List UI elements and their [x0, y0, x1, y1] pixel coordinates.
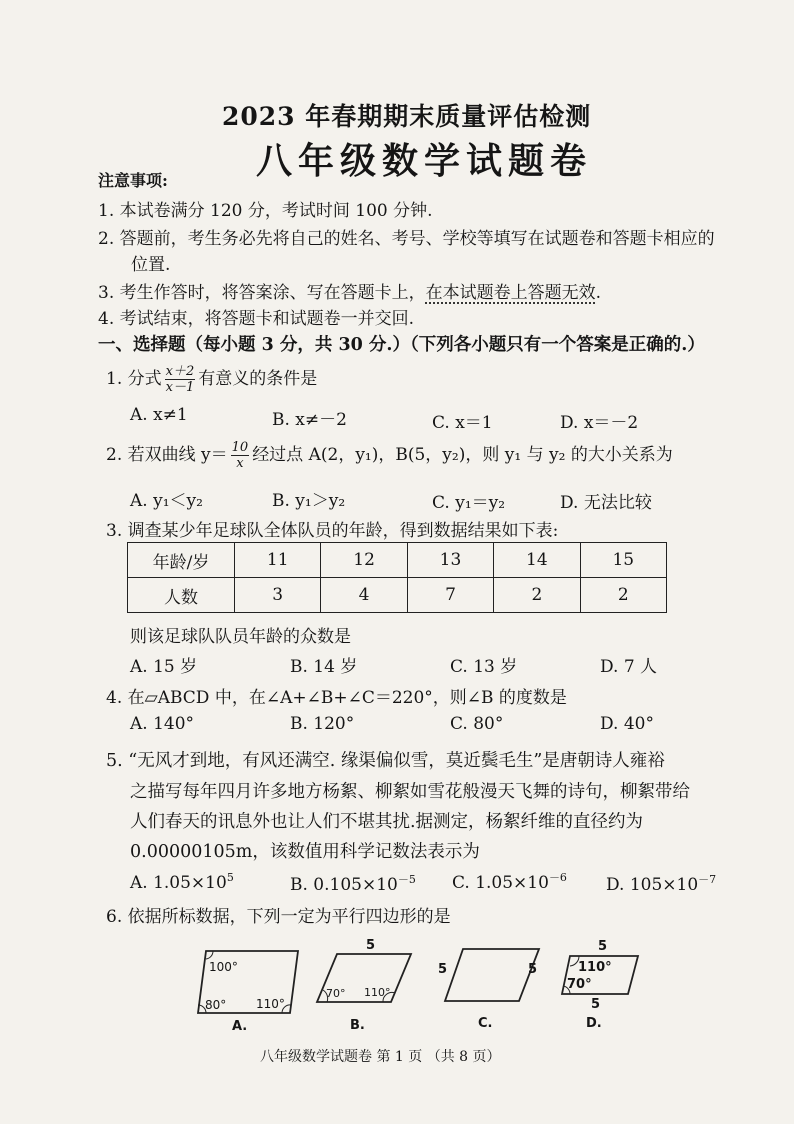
q4-option-c: C. 80°	[450, 714, 504, 734]
q6-stem: 6. 依据所标数据，下列一定为平行四边形的是	[106, 907, 451, 927]
q2-option-d: D. 无法比较	[560, 493, 652, 513]
q2-denominator: x	[236, 456, 244, 471]
notice-heading: 注意事项:	[98, 171, 168, 190]
q3-option-c: C. 13 岁	[450, 657, 518, 677]
table-cell: 11	[235, 543, 321, 578]
q1-option-a: A. x≠1	[130, 405, 188, 425]
q2-prefix: 2. 若双曲线 y＝	[106, 445, 228, 465]
q1-denominator: x－1	[165, 380, 195, 395]
figure-d-angle-1: 110°	[578, 960, 612, 975]
q5-option-a-exp: 5	[226, 871, 234, 884]
q2-suffix: 经过点 A(2，y₁)，B(5，y₂)，则 y₁ 与 y₂ 的大小关系为	[252, 445, 673, 465]
q1-stem	[106, 364, 317, 395]
figure-d-angle-2: 70°	[567, 977, 592, 992]
exam-title-line2: 八年级数学试题卷	[256, 140, 593, 182]
table-row	[128, 543, 667, 578]
q5-option-b-exp: －5	[397, 873, 416, 886]
q2-fraction	[231, 440, 250, 471]
q3-question: 则该足球队队员年龄的众数是	[130, 627, 351, 647]
notice-item-3	[98, 278, 601, 303]
figure-c-right-length: 5	[528, 962, 538, 977]
table-header-age: 年龄/岁	[128, 543, 235, 578]
q5-line-3: 人们春天的讯息外也让人们不堪其扰.据测定，杨絮纤维的直径约为	[130, 812, 644, 832]
figure-d-bottom-length: 5	[591, 997, 601, 1012]
table-cell: 2	[494, 578, 580, 613]
figure-b-angle-2: 110°	[364, 986, 391, 999]
table-cell: 14	[494, 543, 580, 578]
q5-line-1: 5. “无风才到地，有风还满空. 缘渠偏似雪，莫近鬓毛生”是唐朝诗人雍裕	[106, 751, 665, 771]
table-cell: 3	[235, 578, 321, 613]
notice-item-2: 2. 答题前，考生务必先将自己的姓名、考号、学校等填写在试题卷和答题卡相应的	[98, 229, 715, 249]
notice-item-4: 4. 考试结束，将答题卡和试题卷一并交回.	[98, 309, 415, 329]
notice-item-2-cont: 位置.	[131, 255, 171, 275]
q5-line-4: 0.00000105m，该数值用科学记数法表示为	[130, 842, 480, 862]
table-header-count: 人数	[128, 578, 235, 613]
q5-line-2: 之描写每年四月许多地方杨絮、柳絮如雪花般漫天飞舞的诗句，柳絮带给	[130, 782, 690, 802]
table-cell: 15	[580, 543, 666, 578]
q2-stem	[106, 440, 673, 471]
figure-c-label: C.	[478, 1016, 493, 1031]
table-cell: 7	[407, 578, 493, 613]
notice-item-3-emphasis: 在本试题卷上答题无效	[425, 283, 596, 303]
figure-b-label: B.	[350, 1018, 365, 1033]
q5-option-a	[130, 871, 234, 893]
q1-fraction	[165, 364, 196, 395]
figure-b-angle-1: 70°	[326, 987, 346, 1000]
q1-numerator: x＋2	[165, 364, 195, 379]
notice-item-3-text: 3. 考生作答时，将答案涂、写在答题卡上，	[98, 283, 426, 303]
q1-prefix: 1. 分式	[106, 369, 162, 389]
q3-stem: 3. 调查某少年足球队全体队员的年龄，得到数据结果如下表:	[106, 521, 559, 541]
age-table	[127, 542, 667, 613]
q5-option-d-base: D. 105×10	[606, 875, 699, 895]
q3-option-b: B. 14 岁	[290, 657, 358, 677]
q2-option-c: C. y₁＝y₂	[432, 493, 506, 513]
table-cell: 4	[321, 578, 407, 613]
table-cell: 12	[321, 543, 407, 578]
table-cell: 2	[580, 578, 666, 613]
table-row	[128, 578, 667, 613]
q5-option-b	[290, 871, 416, 895]
table-cell: 13	[407, 543, 493, 578]
q1-suffix: 有意义的条件是	[198, 369, 318, 389]
figure-b-shape	[315, 950, 415, 1010]
q2-option-b: B. y₁＞y₂	[272, 491, 346, 511]
exam-title-line1: 2023 年春期期末质量评估检测	[222, 102, 592, 131]
q5-option-c-base: C. 1.05×10	[452, 873, 549, 893]
figure-c-left-length: 5	[438, 962, 448, 977]
figure-a-angle-1: 100°	[209, 960, 238, 974]
page-footer: 八年级数学试题卷 第 1 页 （共 8 页）	[260, 1049, 501, 1065]
q2-numerator: 10	[231, 440, 249, 455]
q4-option-b: B. 120°	[290, 714, 355, 734]
section1-heading: 一、选择题（每小题 3 分，共 30 分.）（下列各小题只有一个答案是正确的.）	[98, 335, 705, 355]
q5-option-c	[452, 869, 567, 893]
q3-option-d: D. 7 人	[600, 657, 658, 677]
q4-option-d: D. 40°	[600, 714, 654, 734]
figure-a-label: A.	[232, 1019, 248, 1034]
notice-item-3-end: .	[595, 283, 602, 303]
figure-d-top-length: 5	[598, 939, 608, 954]
q1-option-c: C. x＝1	[432, 413, 493, 433]
q5-option-d-exp: －7	[698, 873, 717, 886]
q2-option-a: A. y₁＜y₂	[130, 491, 203, 511]
notice-item-1: 1. 本试卷满分 120 分，考试时间 100 分钟.	[98, 201, 433, 221]
q5-option-c-exp: －6	[548, 871, 567, 884]
q1-option-b: B. x≠－2	[272, 410, 347, 430]
q3-option-a: A. 15 岁	[130, 657, 198, 677]
figure-a-angle-3: 110°	[256, 997, 285, 1011]
q5-option-d	[606, 871, 716, 895]
q1-option-d: D. x＝－2	[560, 413, 639, 433]
figure-b-top-length: 5	[366, 938, 376, 953]
q5-option-b-base: B. 0.105×10	[290, 875, 398, 895]
figure-a-angle-2: 80°	[205, 998, 227, 1012]
figure-d-label: D.	[586, 1016, 602, 1031]
q4-stem: 4. 在▱ABCD 中，在∠A+∠B+∠C＝220°，则∠B 的度数是	[106, 688, 567, 708]
q5-option-a-base: A. 1.05×10	[130, 873, 227, 893]
q4-option-a: A. 140°	[130, 714, 195, 734]
